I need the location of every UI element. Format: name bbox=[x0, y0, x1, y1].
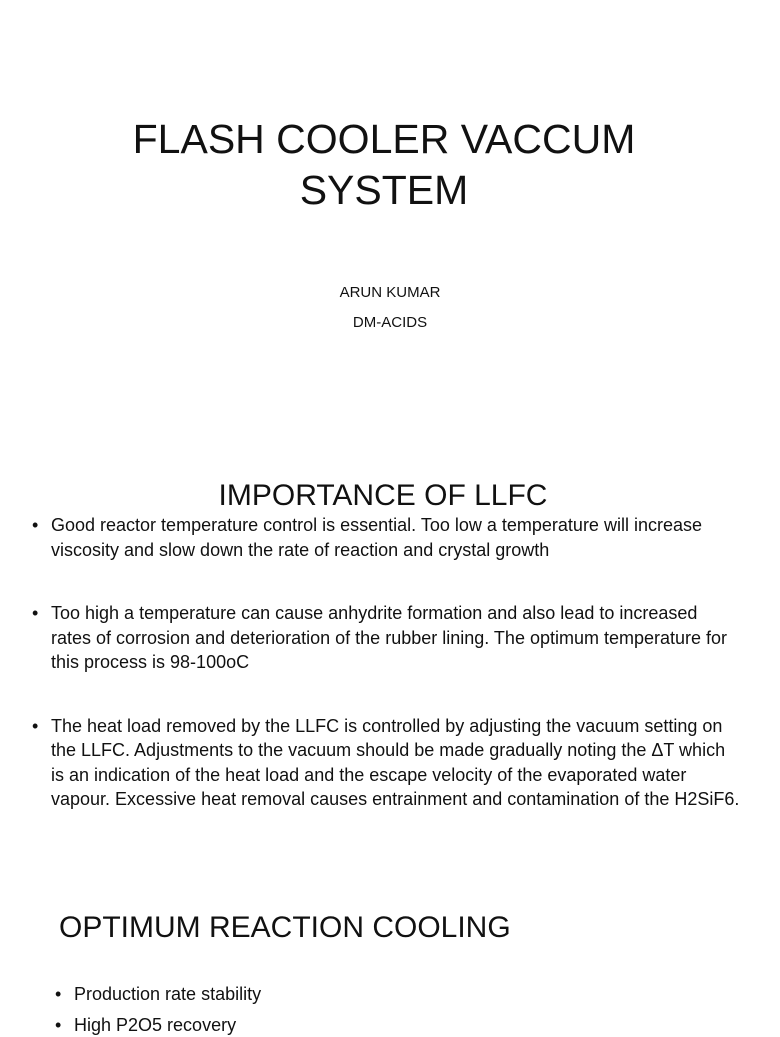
bullet-item: • Production rate stability bbox=[55, 982, 765, 1007]
author-name: ARUN KUMAR bbox=[0, 284, 780, 302]
presentation-title bbox=[0, 114, 768, 216]
bullet-item: • Too high a temperature can cause anhydrite formation and also lead to increased rates of corrosion and deterioration of the rubber lining. The optimum temperature for this process is 98-100oC bbox=[32, 601, 742, 675]
bullet-item: • The heat load removed by the LLFC is controlled by adjusting the vacuum setting on the LLFC. Adjustments to the vacuum should be made gradually noting the ΔT which is an indication of the heat load and the escape velocity of the evaporated water vapour. Excessive heat removal causes entrainment and contamination of the H2SiF6. bbox=[32, 714, 742, 812]
bullet-list-importance bbox=[32, 513, 742, 812]
slide-heading-optimum: OPTIMUM REACTION COOLING bbox=[59, 908, 511, 948]
title-line-2: SYSTEM bbox=[0, 165, 768, 216]
department-name: DM-ACIDS bbox=[0, 314, 780, 332]
slide-title bbox=[0, 0, 768, 440]
slide-heading-importance: IMPORTANCE OF LLFC bbox=[0, 478, 766, 514]
bullet-item: • Good reactor temperature control is essential. Too low a temperature will increase viscosity and slow down the rate of reaction and crystal growth bbox=[32, 513, 742, 562]
bullet-item: • High P2O5 recovery bbox=[55, 1013, 765, 1037]
title-line-1: FLASH COOLER VACCUM bbox=[0, 114, 768, 165]
bullet-list-optimum bbox=[55, 982, 765, 1037]
